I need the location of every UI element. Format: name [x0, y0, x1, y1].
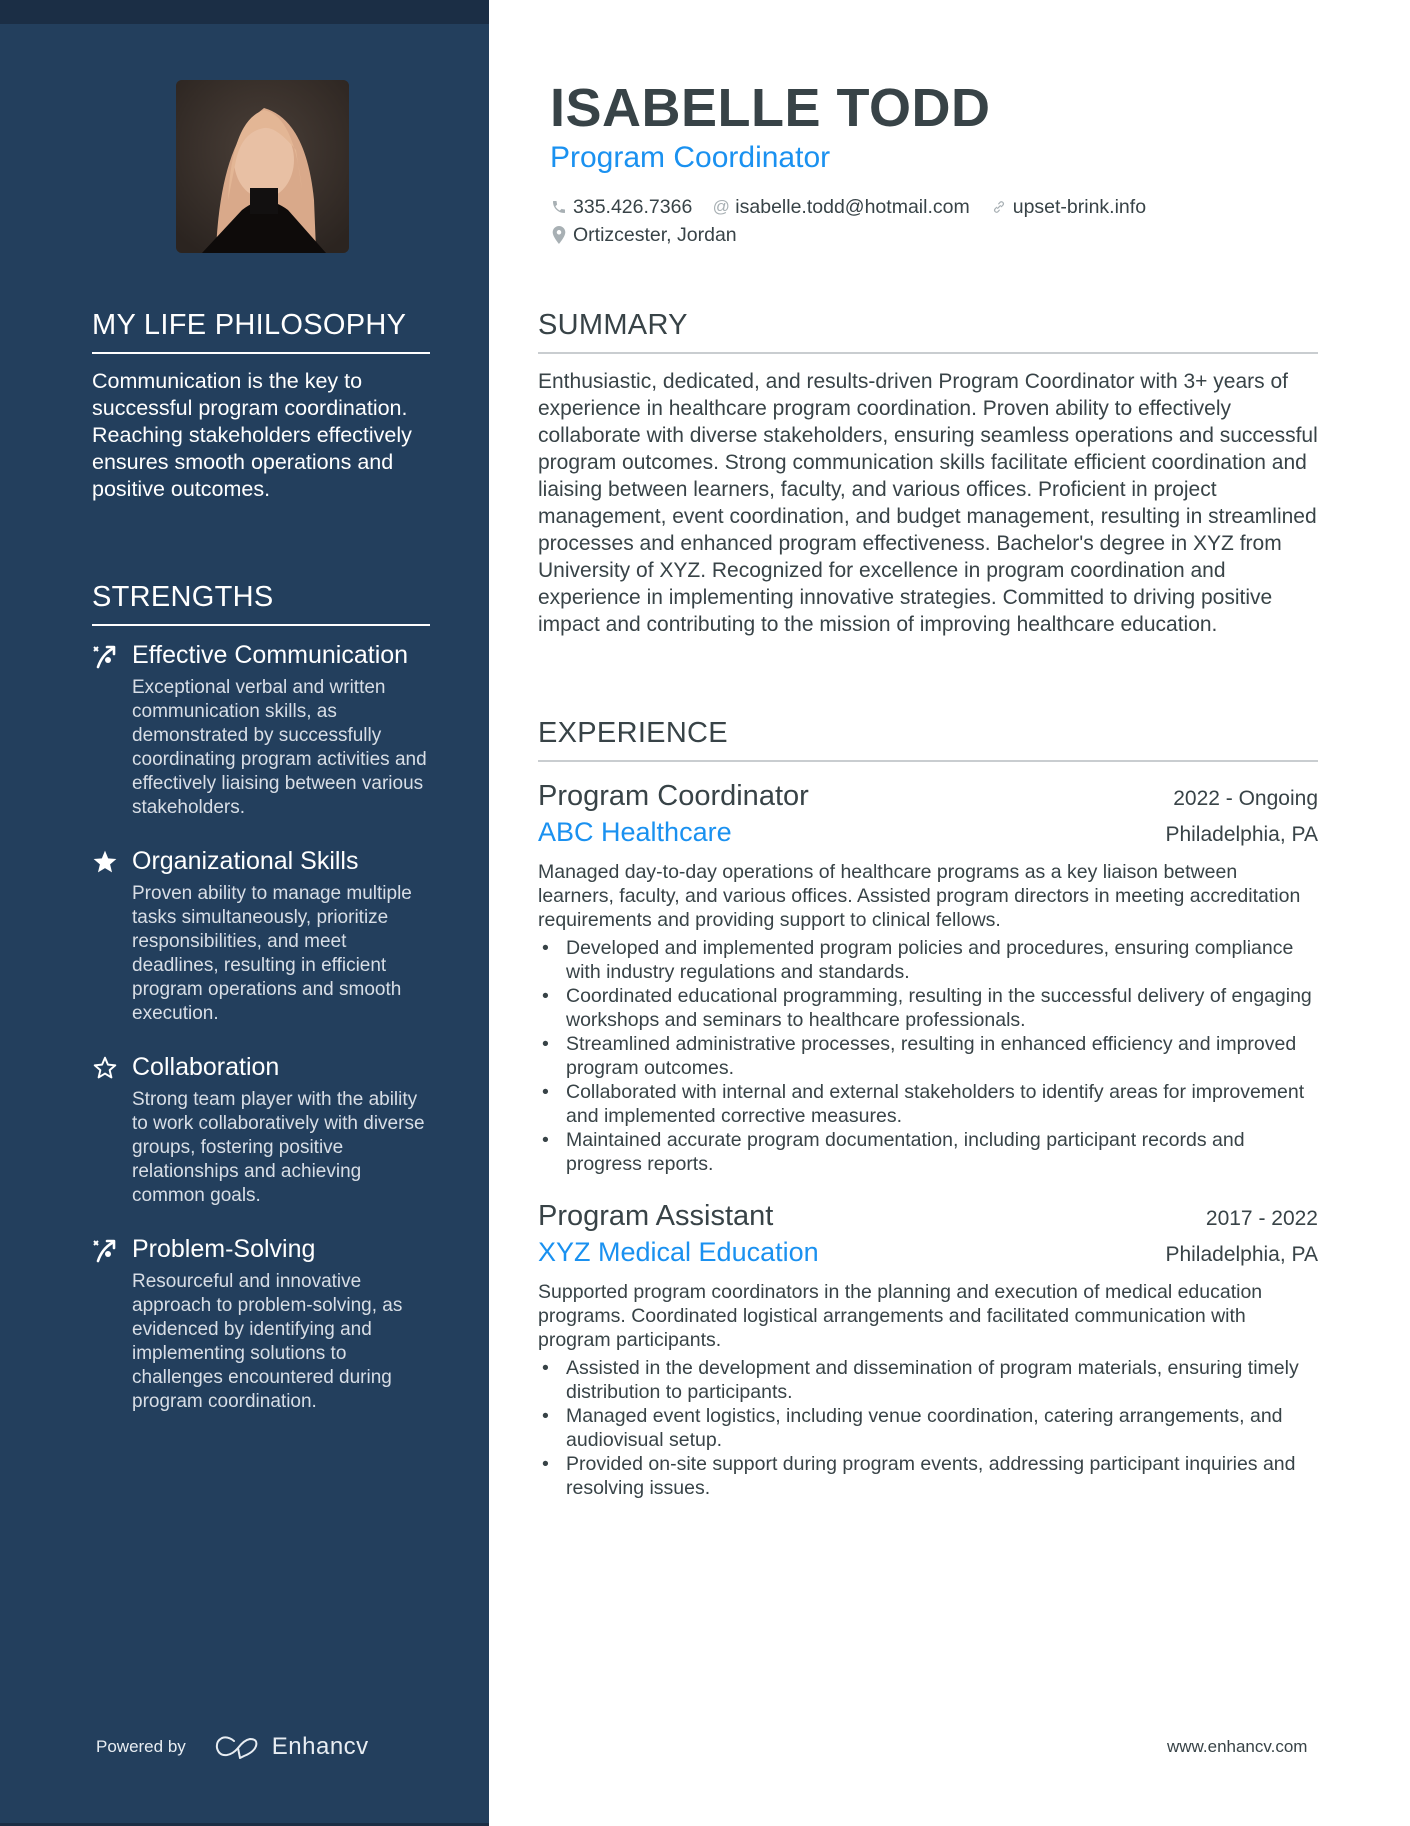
- strategy-icon: [92, 1237, 118, 1263]
- star-filled-icon: [92, 849, 118, 875]
- footer-url-link[interactable]: www.enhancv.com: [1167, 1737, 1308, 1756]
- job-company-row: [538, 1234, 1318, 1270]
- experience-title: EXPERIENCE: [538, 716, 1318, 762]
- enhancv-brand-name: Enhancv: [271, 1733, 369, 1760]
- strength-description: Exceptional verbal and written communication skills, as demonstrated by successfully coordinating program activities and effectively liaising between various stakeholders.: [132, 677, 427, 818]
- job-bullet: • Collaborated with internal and external stakeholders to identify areas for improvement and implemented corrective measures.: [566, 1080, 1318, 1128]
- strength-description: Strong team player with the ability to work collaboratively with diverse groups, fostering positive relationships and achieving common goals.: [132, 1089, 425, 1206]
- strategy-icon: [92, 643, 118, 669]
- phone-value: 335.426.7366: [573, 195, 693, 218]
- job-location: Philadelphia, PA: [1165, 1243, 1318, 1266]
- contact-website[interactable]: [990, 196, 1146, 219]
- job-company-row: [538, 814, 1318, 850]
- job-bullet: • Managed event logistics, including venue coordination, catering arrangements, and audiovisual setup.: [566, 1404, 1318, 1452]
- location-pin-icon: [550, 226, 568, 244]
- strength-item: [92, 640, 430, 820]
- contact-email[interactable]: [712, 196, 969, 219]
- contact-info: [550, 193, 1166, 249]
- enhancv-logo-icon: [214, 1734, 262, 1760]
- job-bullets: [538, 1356, 1318, 1500]
- strength-item: [92, 846, 430, 1026]
- job-role: Program Coordinator: [538, 780, 809, 812]
- summary-section: [538, 308, 1318, 638]
- link-icon: [990, 198, 1008, 216]
- job-dates: 2022 - Ongoing: [1173, 787, 1318, 810]
- strength-title: Collaboration: [132, 1053, 280, 1081]
- website-value: upset-brink.info: [1012, 195, 1147, 218]
- job-location: Philadelphia, PA: [1165, 823, 1318, 846]
- profile-photo-image: [176, 80, 349, 253]
- strength-description: Resourceful and innovative approach to problem-solving, as evidenced by identifying and implementing solutions to challenges encountered during program coordination.: [132, 1271, 403, 1412]
- job-description: Managed day-to-day operations of healthcare programs as a key liaison between learners, faculty, and various offices. Assisted program directors in meeting accreditation requirements and providing support to clinical fellows.: [538, 861, 1301, 931]
- job-header-row: [538, 1198, 1318, 1234]
- philosophy-section: [92, 308, 430, 503]
- sidebar: [0, 0, 489, 1826]
- job-header-row: [538, 778, 1318, 814]
- philosophy-title: MY LIFE PHILOSOPHY: [92, 308, 430, 354]
- candidate-title: Program Coordinator: [550, 141, 831, 174]
- strength-description: Proven ability to manage multiple tasks simultaneously, prioritize responsibilities, and meet deadlines, resulting in efficient program operations and smooth execution.: [132, 883, 412, 1024]
- job-bullets: [538, 936, 1318, 1176]
- location-value: Ortizcester, Jordan: [573, 223, 737, 246]
- contact-row: [550, 193, 1166, 221]
- summary-text: Enthusiastic, dedicated, and results-driven Program Coordinator with 3+ years of experience in healthcare program coordination. Proven ability to effectively collaborate with diverse stakeholders, ensuring seamless operations and successful program outcomes. Strong communication skills facilitate efficient coordination and liaising between learners, faculty, and various offices. Proficient in project management, event coordination, and budget management, resulting in streamlined processes and enhanced program effectiveness. Bachelor's degree in XYZ from University of XYZ. Recognized for excellence in program coordination and experience in implementing innovative strategies. Committed to driving positive impact and contributing to the mission of improving healthcare education.: [538, 370, 1318, 636]
- powered-by-label: Powered by: [96, 1737, 186, 1756]
- contact-phone[interactable]: [550, 196, 692, 219]
- strengths-title: STRENGTHS: [92, 580, 430, 626]
- experience-section: [538, 716, 1318, 1500]
- job-role: Program Assistant: [538, 1200, 774, 1232]
- at-icon: @: [712, 197, 730, 216]
- job-bullet: • Streamlined administrative processes, resulting in enhanced efficiency and improved program outcomes.: [566, 1032, 1318, 1080]
- strength-item: [92, 1234, 430, 1414]
- contact-row: [550, 221, 1166, 249]
- summary-title: SUMMARY: [538, 308, 1318, 354]
- job-company: XYZ Medical Education: [538, 1237, 819, 1267]
- job-company: ABC Healthcare: [538, 817, 732, 847]
- job-bullet: • Assisted in the development and dissemination of program materials, ensuring timely distribution to participants.: [566, 1356, 1318, 1404]
- powered-by[interactable]: [96, 1733, 369, 1761]
- job-bullet: • Developed and implemented program policies and procedures, ensuring compliance with industry regulations and standards.: [566, 936, 1318, 984]
- profile-photo: [176, 80, 349, 253]
- job-bullet: • Provided on-site support during program events, addressing participant inquiries and resolving issues.: [566, 1452, 1318, 1500]
- experience-entry: [538, 1198, 1318, 1500]
- strength-title: Problem-Solving: [132, 1235, 316, 1263]
- strength-title: Effective Communication: [132, 641, 409, 669]
- job-bullet: • Maintained accurate program documentation, including participant records and progress reports.: [566, 1128, 1318, 1176]
- strength-item: [92, 1052, 430, 1208]
- strengths-section: [92, 580, 430, 1414]
- strength-title: Organizational Skills: [132, 847, 359, 875]
- candidate-name: ISABELLE TODD: [550, 78, 991, 138]
- job-description: Supported program coordinators in the planning and execution of medical education programs. Coordinated logistical arrangements and facilitated communication with program participants.: [538, 1281, 1263, 1351]
- job-dates: 2017 - 2022: [1205, 1207, 1318, 1230]
- experience-entry: [538, 778, 1318, 1176]
- star-outline-icon: [92, 1055, 118, 1081]
- philosophy-text: Communication is the key to successful program coordination. Reaching stakeholders effectively ensures smooth operations and positive outcomes.: [92, 369, 412, 501]
- email-value: isabelle.todd@hotmail.com: [735, 195, 970, 218]
- contact-location: [550, 224, 737, 247]
- sidebar-top-bar: [0, 0, 489, 24]
- phone-icon: [550, 198, 568, 216]
- job-bullet: • Coordinated educational programming, resulting in the successful delivery of engaging workshops and seminars to healthcare professionals.: [566, 984, 1318, 1032]
